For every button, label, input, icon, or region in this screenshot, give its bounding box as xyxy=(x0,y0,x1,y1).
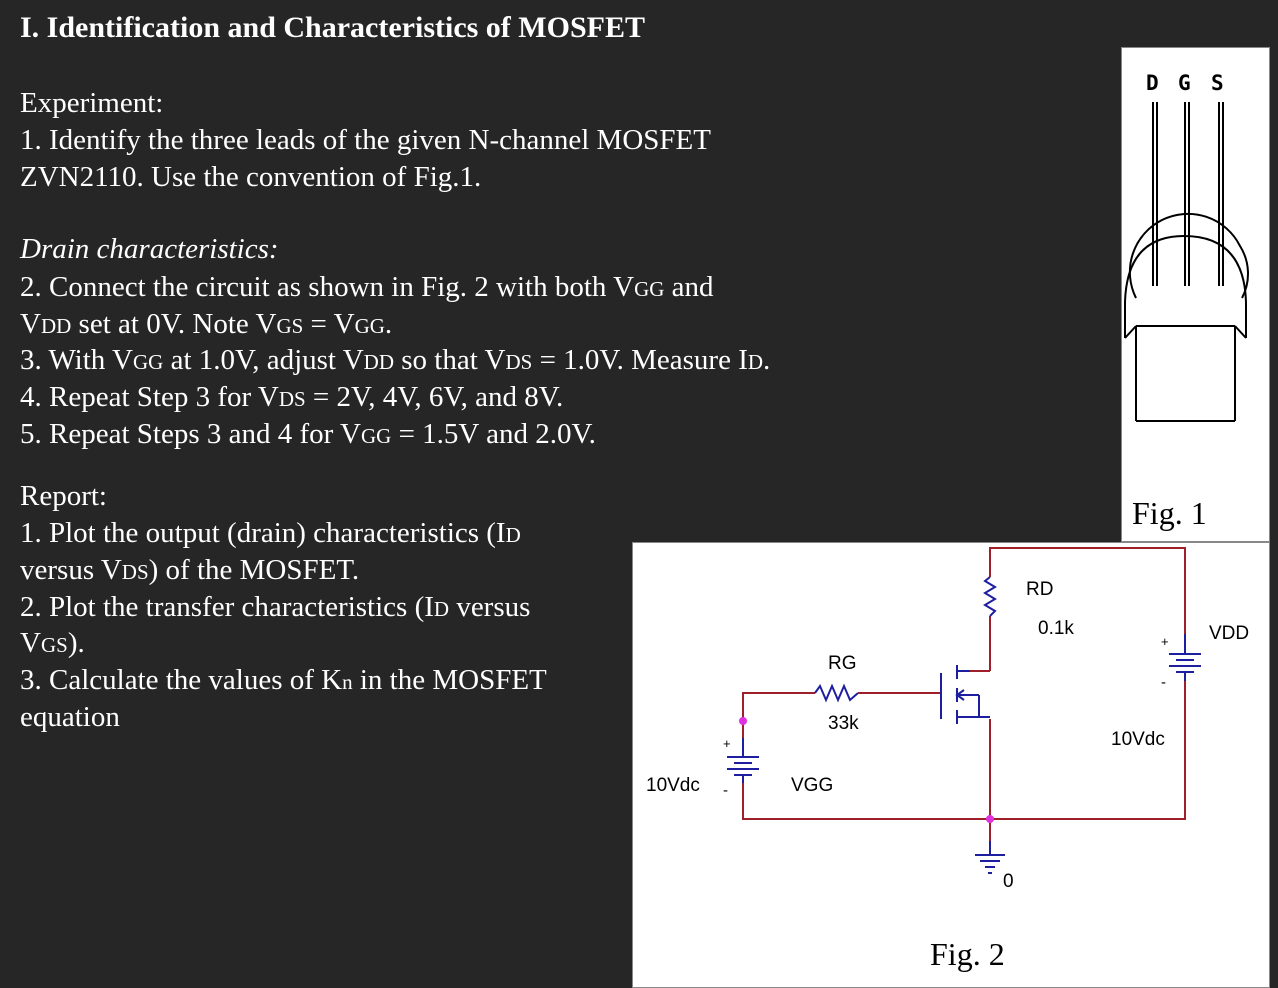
package-body xyxy=(1125,214,1248,421)
ground-label: 0 xyxy=(1003,871,1014,892)
vdd-value: 10Vdc xyxy=(1111,729,1165,750)
rg-value: 33k xyxy=(828,713,859,734)
report-2-line-1: 2. Plot the transfer characteristics (ID versus xyxy=(20,591,531,623)
step-5: 5. Repeat Steps 3 and 4 for VGG = 1.5V and 2.0V. xyxy=(20,418,596,450)
figure-1-package xyxy=(1121,47,1270,542)
vdd-plus: + xyxy=(1161,634,1169,649)
leads xyxy=(1153,102,1223,286)
figure-1-caption: Fig. 1 xyxy=(1132,495,1207,531)
pin-d-label: D xyxy=(1146,71,1159,95)
rd-value: 0.1k xyxy=(1038,618,1074,639)
mosfet-symbol xyxy=(941,665,990,724)
figure-2-circuit xyxy=(632,542,1270,988)
step-2-line-2: VDD set at 0V. Note VGS = VGG. xyxy=(20,308,393,340)
vgg-name: VGG xyxy=(791,775,834,796)
step-2-line-1: 2. Connect the circuit as shown in Fig. 2 with both VGG and xyxy=(20,271,714,303)
rd-resistor xyxy=(985,577,995,616)
step-1-line-2: ZVN2110. Use the convention of Fig.1. xyxy=(20,161,482,193)
report-heading: Report: xyxy=(20,480,107,512)
drain-heading: Drain characteristics: xyxy=(20,233,279,265)
vgg-plus: + xyxy=(723,736,731,751)
vgg-value: 10Vdc xyxy=(646,775,700,796)
rg-name: RG xyxy=(828,653,857,674)
section-title: I. Identification and Characteristics of MOSFET xyxy=(20,11,645,44)
report-1-line-2: versus VDS) of the MOSFET. xyxy=(20,554,360,586)
step-1-line-1: 1. Identify the three leads of the given N-channel MOSFET xyxy=(20,124,711,156)
report-2-line-2: VGS). xyxy=(20,627,85,659)
rd-name: RD xyxy=(1026,579,1054,600)
vdd-name: VDD xyxy=(1209,623,1250,644)
report-3-line-2: equation xyxy=(20,701,120,733)
gate-node xyxy=(739,717,747,725)
ground-node xyxy=(986,815,994,823)
vdd-battery xyxy=(1169,634,1201,681)
experiment-heading: Experiment: xyxy=(20,87,164,119)
pin-g-label: G xyxy=(1178,71,1191,95)
step-3: 3. With VGG at 1.0V, adjust VDD so that VDS = 1.0V. Measure ID. xyxy=(20,344,771,376)
figure-2-caption: Fig. 2 xyxy=(930,936,1005,972)
pin-s-label: S xyxy=(1211,71,1224,95)
step-4: 4. Repeat Step 3 for VDS = 2V, 4V, 6V, and 8V. xyxy=(20,381,564,413)
vdd-minus: - xyxy=(1161,674,1166,691)
report-3-line-1: 3. Calculate the values of Kn in the MOSFET xyxy=(20,664,547,696)
ground-symbol xyxy=(975,841,1005,873)
vgg-minus: - xyxy=(723,782,728,799)
report-1-line-1: 1. Plot the output (drain) characteristics (ID xyxy=(20,517,521,549)
rg-resistor xyxy=(815,686,858,700)
vgg-battery xyxy=(727,738,759,783)
